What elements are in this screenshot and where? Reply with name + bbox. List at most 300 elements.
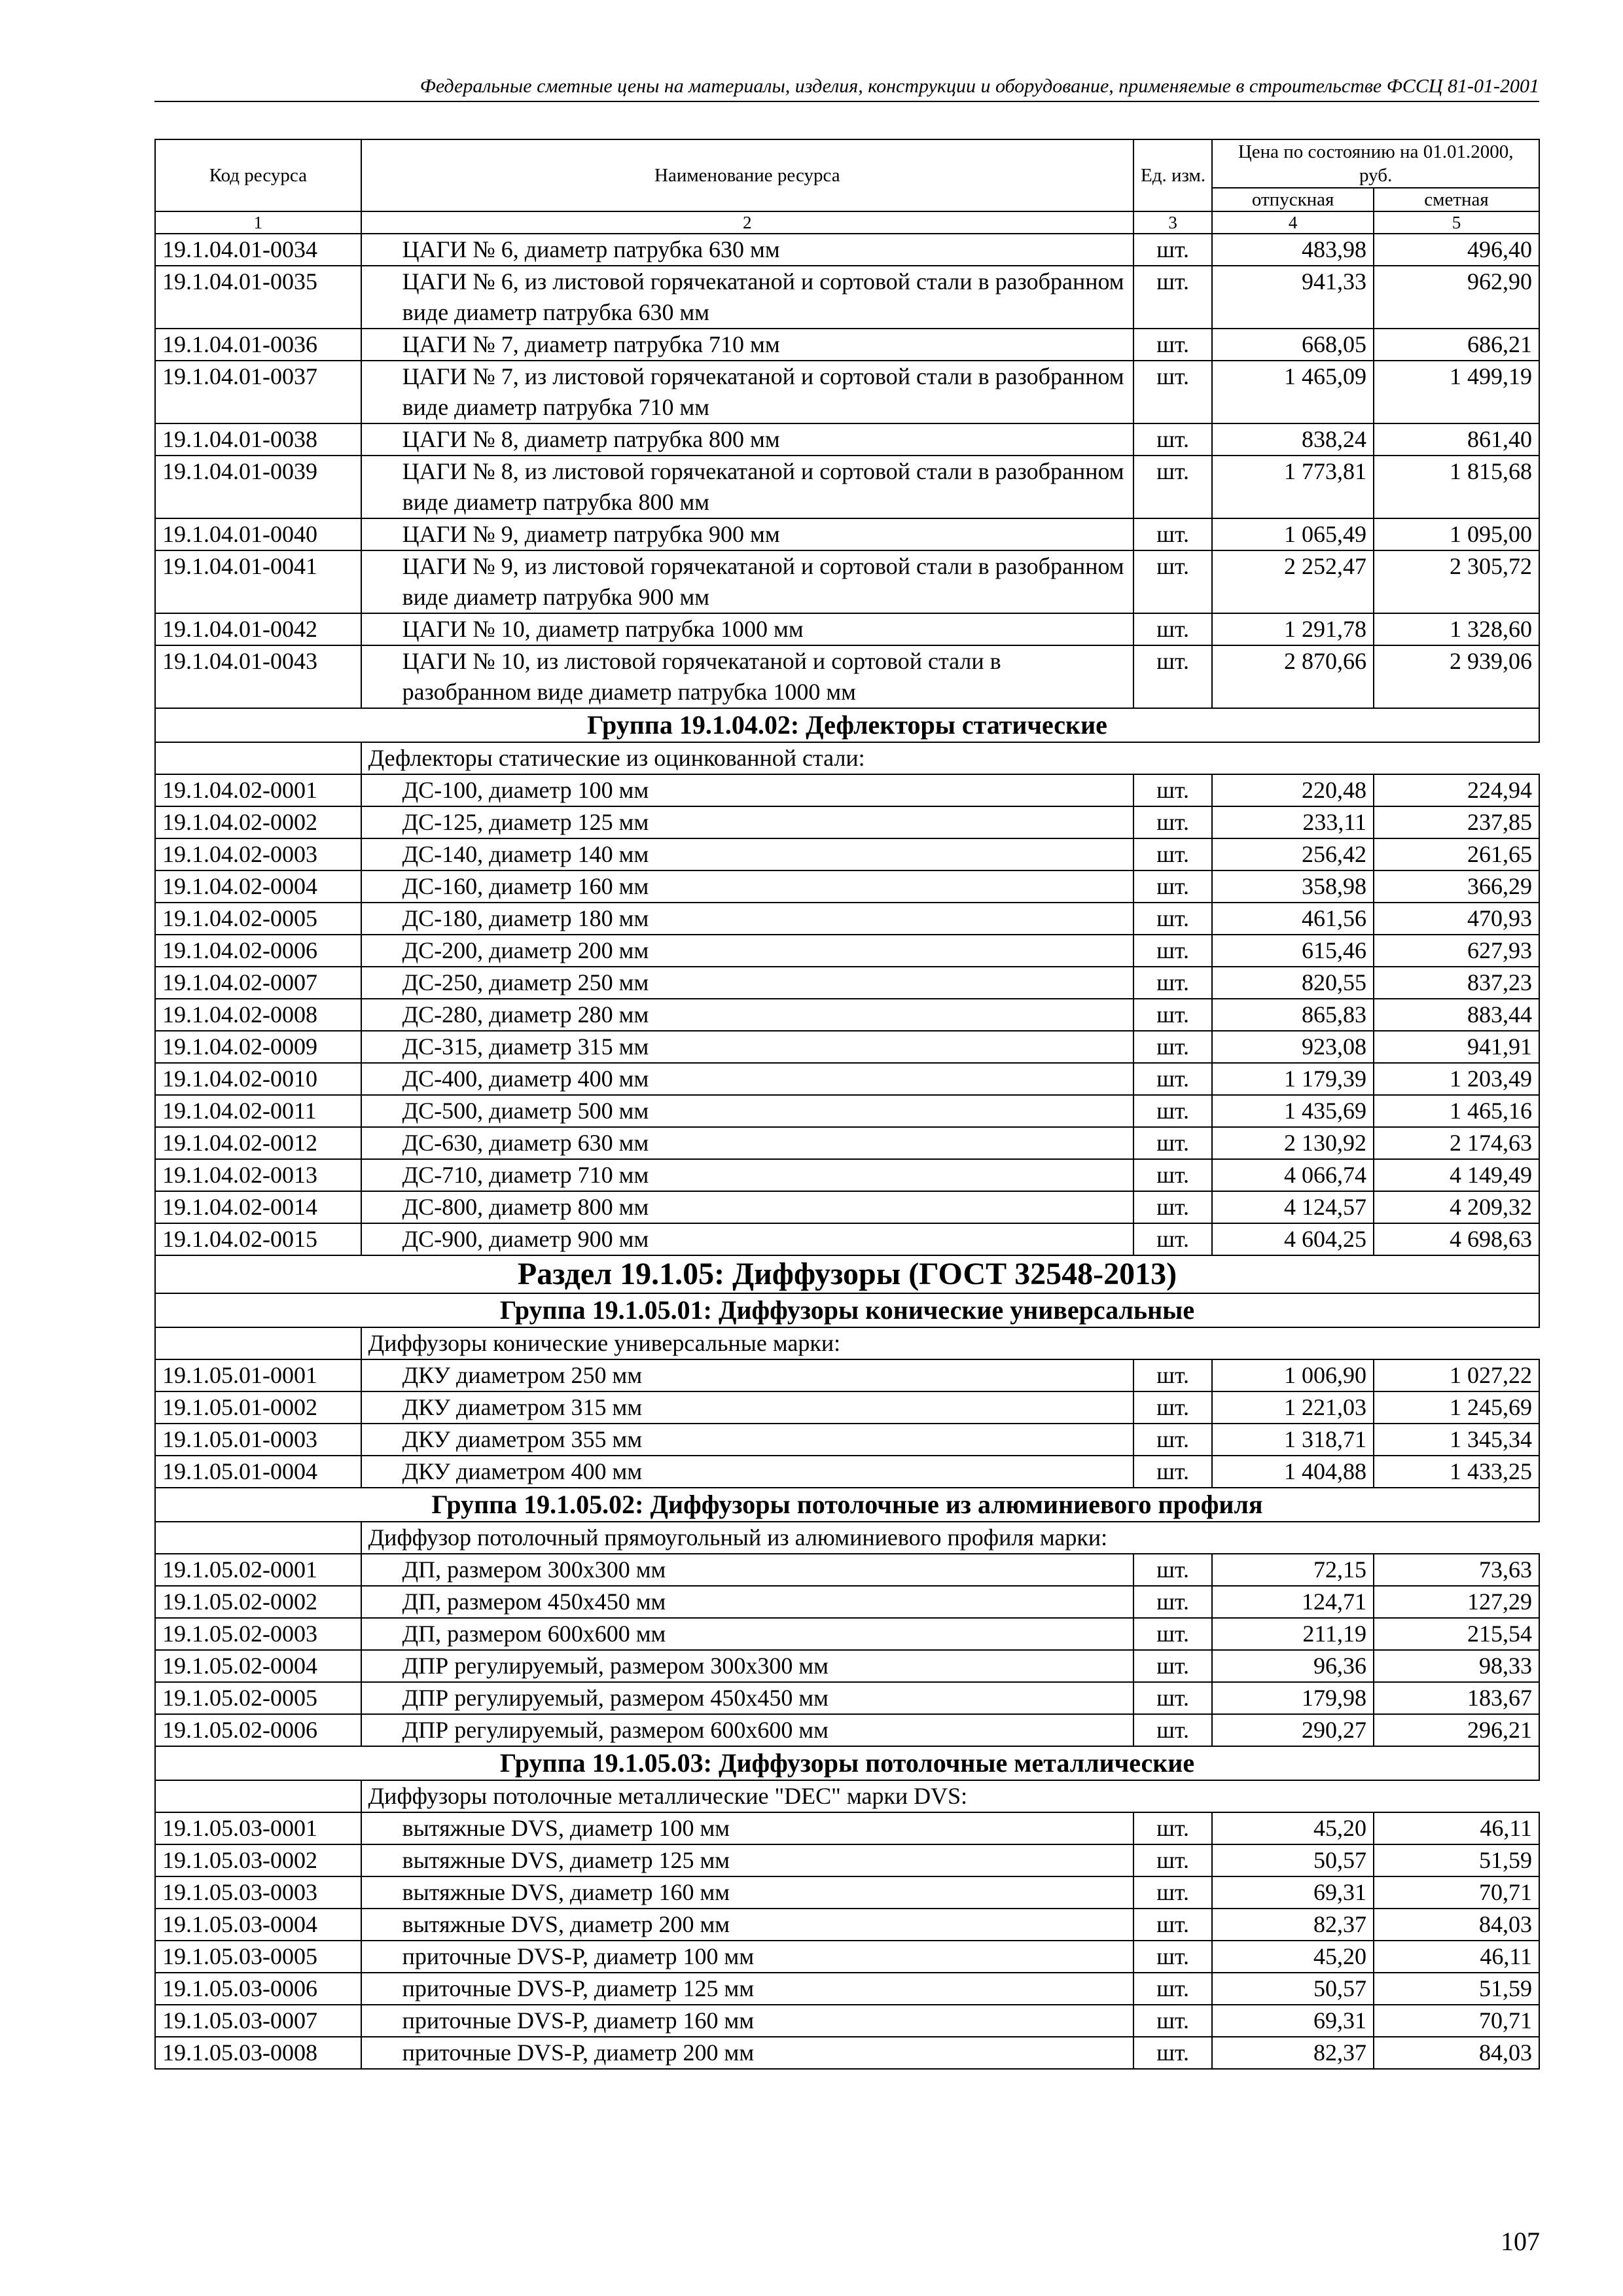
resource-name: приточные DVS-P, диаметр 160 мм	[402, 2007, 755, 2034]
group-heading-row	[155, 708, 1539, 742]
table-row	[155, 1031, 1539, 1063]
resource-code: 19.1.05.03-0006	[155, 1973, 361, 2005]
resource-name: ДКУ диаметром 400 мм	[402, 1458, 643, 1484]
resource-name: приточные DVS-P, диаметр 100 мм	[402, 1943, 755, 1969]
resource-code: 19.1.05.02-0005	[155, 1682, 361, 1714]
resource-code: 19.1.05.02-0004	[155, 1650, 361, 1682]
group-heading-row	[155, 1293, 1539, 1327]
resource-code: 19.1.05.01-0001	[155, 1359, 361, 1391]
price-estimate: 84,03	[1374, 2037, 1539, 2069]
unit-of-measure: шт.	[1133, 999, 1212, 1031]
resource-code: 19.1.05.02-0001	[155, 1554, 361, 1586]
resource-code: 19.1.04.02-0012	[155, 1127, 361, 1159]
resource-name: ЦАГИ № 6, диаметр патрубка 630 мм	[402, 236, 780, 262]
table-row	[155, 1650, 1539, 1682]
empty-cell	[155, 1522, 361, 1554]
unit-of-measure: шт.	[1133, 234, 1212, 266]
price-release: 1 404,88	[1212, 1456, 1374, 1488]
price-release: 82,37	[1212, 1909, 1374, 1941]
resource-name: ДКУ диаметром 250 мм	[402, 1362, 643, 1388]
price-estimate: 70,71	[1374, 2005, 1539, 2037]
price-release: 233,11	[1212, 806, 1374, 838]
price-release: 1 318,71	[1212, 1424, 1374, 1456]
unit-of-measure: шт.	[1133, 423, 1212, 456]
price-estimate: 183,67	[1374, 1682, 1539, 1714]
resource-name: ЦАГИ № 10, диаметр патрубка 1000 мм	[402, 616, 804, 642]
resource-name: ДС-125, диаметр 125 мм	[402, 809, 649, 835]
price-estimate: 296,21	[1374, 1714, 1539, 1746]
price-estimate: 4 209,32	[1374, 1191, 1539, 1223]
subgroup-row	[155, 742, 1539, 774]
resource-code: 19.1.04.02-0013	[155, 1159, 361, 1191]
price-estimate: 883,44	[1374, 999, 1539, 1031]
unit-of-measure: шт.	[1133, 935, 1212, 967]
unit-of-measure: шт.	[1133, 1812, 1212, 1844]
resource-code: 19.1.04.02-0006	[155, 935, 361, 967]
table-row	[155, 806, 1539, 838]
resource-name-cell	[361, 1586, 1133, 1618]
price-release: 865,83	[1212, 999, 1374, 1031]
price-release: 69,31	[1212, 1876, 1374, 1909]
resource-code: 19.1.05.03-0008	[155, 2037, 361, 2069]
table-row	[155, 1359, 1539, 1391]
subgroup-caption: Дефлекторы статические из оцинкованной стали:	[361, 742, 1539, 774]
resource-name-cell	[361, 1191, 1133, 1223]
table-row	[155, 613, 1539, 645]
resource-name: вытяжные DVS, диаметр 100 мм	[402, 1815, 730, 1841]
resource-name: ДС-500, диаметр 500 мм	[402, 1098, 649, 1124]
resource-name: ДПР регулируемый, размером 600х600 мм	[402, 1717, 829, 1743]
price-release: 4 604,25	[1212, 1223, 1374, 1255]
unit-of-measure: шт.	[1133, 1095, 1212, 1127]
resource-name-cell	[361, 935, 1133, 967]
resource-name-cell	[361, 456, 1133, 518]
price-estimate: 861,40	[1374, 423, 1539, 456]
price-estimate: 84,03	[1374, 1909, 1539, 1941]
resource-name: ДС-710, диаметр 710 мм	[402, 1162, 649, 1188]
resource-name-cell	[361, 1223, 1133, 1255]
resource-name: ДС-900, диаметр 900 мм	[402, 1226, 649, 1252]
price-release: 2 870,66	[1212, 645, 1374, 708]
price-release: 1 065,49	[1212, 518, 1374, 550]
table-row	[155, 1191, 1539, 1223]
unit-of-measure: шт.	[1133, 1159, 1212, 1191]
group-heading: Группа 19.1.05.01: Диффузоры конические универсальные	[155, 1293, 1539, 1327]
resource-name-cell	[361, 1876, 1133, 1909]
unit-of-measure: шт.	[1133, 1618, 1212, 1650]
unit-of-measure: шт.	[1133, 1063, 1212, 1095]
resource-name: ДС-800, диаметр 800 мм	[402, 1194, 649, 1220]
resource-name-cell	[361, 774, 1133, 806]
price-release: 256,42	[1212, 838, 1374, 870]
unit-of-measure: шт.	[1133, 806, 1212, 838]
resource-code: 19.1.05.03-0002	[155, 1844, 361, 1876]
resource-name-cell	[361, 645, 1133, 708]
resource-code: 19.1.04.01-0034	[155, 234, 361, 266]
price-estimate: 686,21	[1374, 329, 1539, 361]
table-row	[155, 1391, 1539, 1424]
price-release: 615,46	[1212, 935, 1374, 967]
resource-name: вытяжные DVS, диаметр 125 мм	[402, 1847, 730, 1873]
price-estimate: 470,93	[1374, 903, 1539, 935]
unit-of-measure: шт.	[1133, 266, 1212, 329]
unit-of-measure: шт.	[1133, 1876, 1212, 1909]
price-estimate: 98,33	[1374, 1650, 1539, 1682]
resource-code: 19.1.04.01-0043	[155, 645, 361, 708]
price-estimate: 1 433,25	[1374, 1456, 1539, 1488]
price-estimate: 941,91	[1374, 1031, 1539, 1063]
price-release: 45,20	[1212, 1812, 1374, 1844]
header-code: Код ресурса	[155, 139, 361, 211]
resource-name-cell	[361, 518, 1133, 550]
table-row	[155, 234, 1539, 266]
price-release: 483,98	[1212, 234, 1374, 266]
subgroup-row	[155, 1327, 1539, 1359]
price-release: 2 130,92	[1212, 1127, 1374, 1159]
resource-code: 19.1.05.01-0004	[155, 1456, 361, 1488]
resource-name: ДПР регулируемый, размером 450х450 мм	[402, 1685, 829, 1711]
resource-name-cell	[361, 1159, 1133, 1191]
resource-name-cell	[361, 1424, 1133, 1456]
unit-of-measure: шт.	[1133, 903, 1212, 935]
resource-code: 19.1.04.01-0038	[155, 423, 361, 456]
resource-code: 19.1.05.03-0005	[155, 1941, 361, 1973]
table-row	[155, 1714, 1539, 1746]
price-estimate: 1 245,69	[1374, 1391, 1539, 1424]
price-release: 1 221,03	[1212, 1391, 1374, 1424]
price-release: 1 435,69	[1212, 1095, 1374, 1127]
resource-name: ДП, размером 300х300 мм	[402, 1556, 666, 1583]
group-heading-row	[155, 1746, 1539, 1780]
unit-of-measure: шт.	[1133, 361, 1212, 423]
resource-name-cell	[361, 1618, 1133, 1650]
group-heading: Группа 19.1.04.02: Дефлекторы статические	[155, 708, 1539, 742]
subgroup-caption: Диффузоры потолочные металлические "DEC" марки DVS:	[361, 1780, 1539, 1812]
price-release: 290,27	[1212, 1714, 1374, 1746]
unit-of-measure: шт.	[1133, 1391, 1212, 1424]
table-row	[155, 1554, 1539, 1586]
resource-name-cell	[361, 903, 1133, 935]
resource-name-cell	[361, 423, 1133, 456]
price-estimate: 46,11	[1374, 1941, 1539, 1973]
resource-code: 19.1.05.01-0002	[155, 1391, 361, 1424]
price-release: 1 179,39	[1212, 1063, 1374, 1095]
price-estimate: 4 149,49	[1374, 1159, 1539, 1191]
unit-of-measure: шт.	[1133, 1359, 1212, 1391]
resource-name-cell	[361, 329, 1133, 361]
price-release: 179,98	[1212, 1682, 1374, 1714]
table-row	[155, 935, 1539, 967]
resource-name-cell	[361, 234, 1133, 266]
price-estimate: 215,54	[1374, 1618, 1539, 1650]
table-row	[155, 967, 1539, 999]
price-estimate: 4 698,63	[1374, 1223, 1539, 1255]
table-row	[155, 361, 1539, 423]
price-release: 69,31	[1212, 2005, 1374, 2037]
resource-name-cell	[361, 1063, 1133, 1095]
unit-of-measure: шт.	[1133, 456, 1212, 518]
resource-name: ДС-180, диаметр 180 мм	[402, 905, 649, 931]
resource-name: ЦАГИ № 6, из листовой горячекатаной и сортовой стали в разобранном виде диаметр патрубка 630 мм	[402, 268, 1124, 325]
table-row	[155, 1909, 1539, 1941]
price-release: 72,15	[1212, 1554, 1374, 1586]
resource-name-cell	[361, 1941, 1133, 1973]
header-price-release: отпускная	[1212, 188, 1374, 211]
resource-code: 19.1.04.01-0035	[155, 266, 361, 329]
price-estimate: 1 328,60	[1374, 613, 1539, 645]
table-row	[155, 1844, 1539, 1876]
resource-code: 19.1.04.01-0037	[155, 361, 361, 423]
resource-code: 19.1.04.02-0010	[155, 1063, 361, 1095]
resource-name-cell	[361, 550, 1133, 613]
resource-name: вытяжные DVS, диаметр 160 мм	[402, 1879, 730, 1905]
unit-of-measure: шт.	[1133, 1682, 1212, 1714]
table-row	[155, 1456, 1539, 1488]
resource-code: 19.1.04.01-0040	[155, 518, 361, 550]
resource-name-cell	[361, 1554, 1133, 1586]
price-release: 4 066,74	[1212, 1159, 1374, 1191]
page-number: 107	[1501, 2227, 1540, 2256]
header-price-estimate: сметная	[1374, 188, 1539, 211]
price-release: 220,48	[1212, 774, 1374, 806]
price-release: 923,08	[1212, 1031, 1374, 1063]
resource-code: 19.1.04.02-0008	[155, 999, 361, 1031]
unit-of-measure: шт.	[1133, 1191, 1212, 1223]
price-release: 1 465,09	[1212, 361, 1374, 423]
table-row	[155, 1063, 1539, 1095]
resource-code: 19.1.04.02-0015	[155, 1223, 361, 1255]
price-release: 838,24	[1212, 423, 1374, 456]
resource-name-cell	[361, 1650, 1133, 1682]
unit-of-measure: шт.	[1133, 1424, 1212, 1456]
unit-of-measure: шт.	[1133, 1844, 1212, 1876]
resource-code: 19.1.05.01-0003	[155, 1424, 361, 1456]
unit-of-measure: шт.	[1133, 1973, 1212, 2005]
resource-name: ДКУ диаметром 315 мм	[402, 1394, 643, 1420]
resource-name-cell	[361, 1095, 1133, 1127]
empty-cell	[155, 742, 361, 774]
price-table	[154, 139, 1540, 2070]
resource-code: 19.1.04.01-0039	[155, 456, 361, 518]
header-unit: Ед. изм.	[1133, 139, 1212, 211]
resource-name-cell	[361, 1844, 1133, 1876]
resource-name-cell	[361, 870, 1133, 903]
table-row	[155, 1941, 1539, 1973]
unit-of-measure: шт.	[1133, 1554, 1212, 1586]
unit-of-measure: шт.	[1133, 613, 1212, 645]
unit-of-measure: шт.	[1133, 550, 1212, 613]
price-release: 668,05	[1212, 329, 1374, 361]
table-row	[155, 1812, 1539, 1844]
empty-cell	[155, 1327, 361, 1359]
resource-name: ЦАГИ № 10, из листовой горячекатаной и сортовой стали в разобранном виде диаметр патрубка 1000 мм	[402, 648, 1001, 705]
resource-name: ДС-400, диаметр 400 мм	[402, 1066, 649, 1092]
unit-of-measure: шт.	[1133, 774, 1212, 806]
table-row	[155, 1876, 1539, 1909]
price-release: 1 291,78	[1212, 613, 1374, 645]
resource-name-cell	[361, 1391, 1133, 1424]
resource-name: ДПР регулируемый, размером 300х300 мм	[402, 1653, 829, 1679]
resource-name-cell	[361, 1714, 1133, 1746]
resource-name: ДС-160, диаметр 160 мм	[402, 873, 649, 899]
price-estimate: 70,71	[1374, 1876, 1539, 1909]
resource-name: ДС-140, диаметр 140 мм	[402, 841, 649, 867]
resource-name-cell	[361, 1812, 1133, 1844]
resource-code: 19.1.05.02-0003	[155, 1618, 361, 1650]
price-estimate: 224,94	[1374, 774, 1539, 806]
price-estimate: 127,29	[1374, 1586, 1539, 1618]
column-number: 3	[1133, 211, 1212, 234]
unit-of-measure: шт.	[1133, 1223, 1212, 1255]
unit-of-measure: шт.	[1133, 967, 1212, 999]
unit-of-measure: шт.	[1133, 2005, 1212, 2037]
resource-name: ДС-630, диаметр 630 мм	[402, 1130, 649, 1156]
running-header: Федеральные сметные цены на материалы, изделия, конструкции и оборудование, применяемые в строительстве ФССЦ 81-01-2001	[154, 73, 1539, 102]
resource-name: ДС-315, диаметр 315 мм	[402, 1033, 649, 1060]
resource-code: 19.1.04.01-0036	[155, 329, 361, 361]
resource-name: ЦАГИ № 9, диаметр патрубка 900 мм	[402, 521, 780, 547]
resource-name-cell	[361, 2037, 1133, 2069]
table-row	[155, 838, 1539, 870]
resource-name-cell	[361, 2005, 1133, 2037]
table-row	[155, 1682, 1539, 1714]
unit-of-measure: шт.	[1133, 1456, 1212, 1488]
resource-code: 19.1.04.02-0003	[155, 838, 361, 870]
table-row	[155, 266, 1539, 329]
resource-code: 19.1.05.03-0001	[155, 1812, 361, 1844]
resource-code: 19.1.05.03-0004	[155, 1909, 361, 1941]
resource-name-cell	[361, 266, 1133, 329]
price-release: 941,33	[1212, 266, 1374, 329]
resource-code: 19.1.04.02-0009	[155, 1031, 361, 1063]
resource-name: приточные DVS-P, диаметр 200 мм	[402, 2039, 755, 2066]
price-estimate: 2 939,06	[1374, 645, 1539, 708]
price-release: 461,56	[1212, 903, 1374, 935]
price-release: 2 252,47	[1212, 550, 1374, 613]
section-heading-row	[155, 1255, 1539, 1293]
unit-of-measure: шт.	[1133, 518, 1212, 550]
column-number: 1	[155, 211, 361, 234]
price-estimate: 73,63	[1374, 1554, 1539, 1586]
price-estimate: 1 203,49	[1374, 1063, 1539, 1095]
table-row	[155, 999, 1539, 1031]
resource-name: ЦАГИ № 8, из листовой горячекатаной и сортовой стали в разобранном виде диаметр патрубка 800 мм	[402, 458, 1124, 515]
table-row	[155, 1127, 1539, 1159]
resource-name-cell	[361, 1682, 1133, 1714]
price-estimate: 1 815,68	[1374, 456, 1539, 518]
price-estimate: 837,23	[1374, 967, 1539, 999]
resource-name: приточные DVS-P, диаметр 125 мм	[402, 1975, 755, 2001]
column-number: 5	[1374, 211, 1539, 234]
price-release: 1 006,90	[1212, 1359, 1374, 1391]
price-release: 50,57	[1212, 1973, 1374, 2005]
resource-name-cell	[361, 1359, 1133, 1391]
price-release: 1 773,81	[1212, 456, 1374, 518]
resource-name: ДП, размером 450х450 мм	[402, 1588, 666, 1615]
resource-name: вытяжные DVS, диаметр 200 мм	[402, 1911, 730, 1937]
group-heading: Группа 19.1.05.02: Диффузоры потолочные из алюминиевого профиля	[155, 1488, 1539, 1522]
resource-name-cell	[361, 613, 1133, 645]
table-row	[155, 1159, 1539, 1191]
column-number: 4	[1212, 211, 1374, 234]
resource-code: 19.1.05.02-0002	[155, 1586, 361, 1618]
column-number: 2	[361, 211, 1133, 234]
price-estimate: 1 499,19	[1374, 361, 1539, 423]
resource-name: ДС-200, диаметр 200 мм	[402, 937, 649, 963]
unit-of-measure: шт.	[1133, 1127, 1212, 1159]
resource-name: ЦАГИ № 8, диаметр патрубка 800 мм	[402, 426, 780, 452]
price-estimate: 962,90	[1374, 266, 1539, 329]
resource-name-cell	[361, 999, 1133, 1031]
resource-name: ЦАГИ № 7, диаметр патрубка 710 мм	[402, 331, 780, 357]
resource-name-cell	[361, 967, 1133, 999]
resource-code: 19.1.04.02-0005	[155, 903, 361, 935]
resource-name-cell	[361, 1456, 1133, 1488]
resource-name-cell	[361, 1031, 1133, 1063]
table-row	[155, 1095, 1539, 1127]
table-row	[155, 329, 1539, 361]
price-release: 211,19	[1212, 1618, 1374, 1650]
price-estimate: 46,11	[1374, 1812, 1539, 1844]
unit-of-measure: шт.	[1133, 1941, 1212, 1973]
unit-of-measure: шт.	[1133, 1909, 1212, 1941]
resource-name-cell	[361, 1973, 1133, 2005]
table-row	[155, 1424, 1539, 1456]
price-estimate: 2 305,72	[1374, 550, 1539, 613]
group-heading: Группа 19.1.05.03: Диффузоры потолочные металлические	[155, 1746, 1539, 1780]
resource-code: 19.1.04.01-0042	[155, 613, 361, 645]
resource-code: 19.1.04.02-0011	[155, 1095, 361, 1127]
price-estimate: 2 174,63	[1374, 1127, 1539, 1159]
table-row	[155, 1618, 1539, 1650]
price-release: 4 124,57	[1212, 1191, 1374, 1223]
resource-name-cell	[361, 1127, 1133, 1159]
table-row	[155, 645, 1539, 708]
subgroup-caption: Диффузоры конические универсальные марки:	[361, 1327, 1539, 1359]
unit-of-measure: шт.	[1133, 870, 1212, 903]
resource-code: 19.1.04.02-0001	[155, 774, 361, 806]
resource-name: ЦАГИ № 7, из листовой горячекатаной и сортовой стали в разобранном виде диаметр патрубка 710 мм	[402, 363, 1124, 420]
empty-cell	[155, 1780, 361, 1812]
resource-name: ДС-280, диаметр 280 мм	[402, 1001, 649, 1028]
unit-of-measure: шт.	[1133, 1031, 1212, 1063]
table-row	[155, 774, 1539, 806]
resource-name-cell	[361, 838, 1133, 870]
resource-name: ЦАГИ № 9, из листовой горячекатаной и сортовой стали в разобранном виде диаметр патрубка 900 мм	[402, 553, 1124, 610]
subgroup-row	[155, 1780, 1539, 1812]
price-release: 124,71	[1212, 1586, 1374, 1618]
header-name: Наименование ресурса	[361, 139, 1133, 211]
resource-code: 19.1.04.02-0014	[155, 1191, 361, 1223]
price-estimate: 1 345,34	[1374, 1424, 1539, 1456]
price-release: 820,55	[1212, 967, 1374, 999]
price-release: 45,20	[1212, 1941, 1374, 1973]
unit-of-measure: шт.	[1133, 1714, 1212, 1746]
header-price-group: Цена по состоянию на 01.01.2000, руб.	[1212, 139, 1539, 188]
resource-name-cell	[361, 806, 1133, 838]
table-row	[155, 2037, 1539, 2069]
price-release: 358,98	[1212, 870, 1374, 903]
table-row	[155, 518, 1539, 550]
unit-of-measure: шт.	[1133, 1586, 1212, 1618]
price-estimate: 366,29	[1374, 870, 1539, 903]
unit-of-measure: шт.	[1133, 645, 1212, 708]
price-estimate: 496,40	[1374, 234, 1539, 266]
resource-name-cell	[361, 361, 1133, 423]
price-estimate: 237,85	[1374, 806, 1539, 838]
price-estimate: 51,59	[1374, 1973, 1539, 2005]
price-release: 50,57	[1212, 1844, 1374, 1876]
